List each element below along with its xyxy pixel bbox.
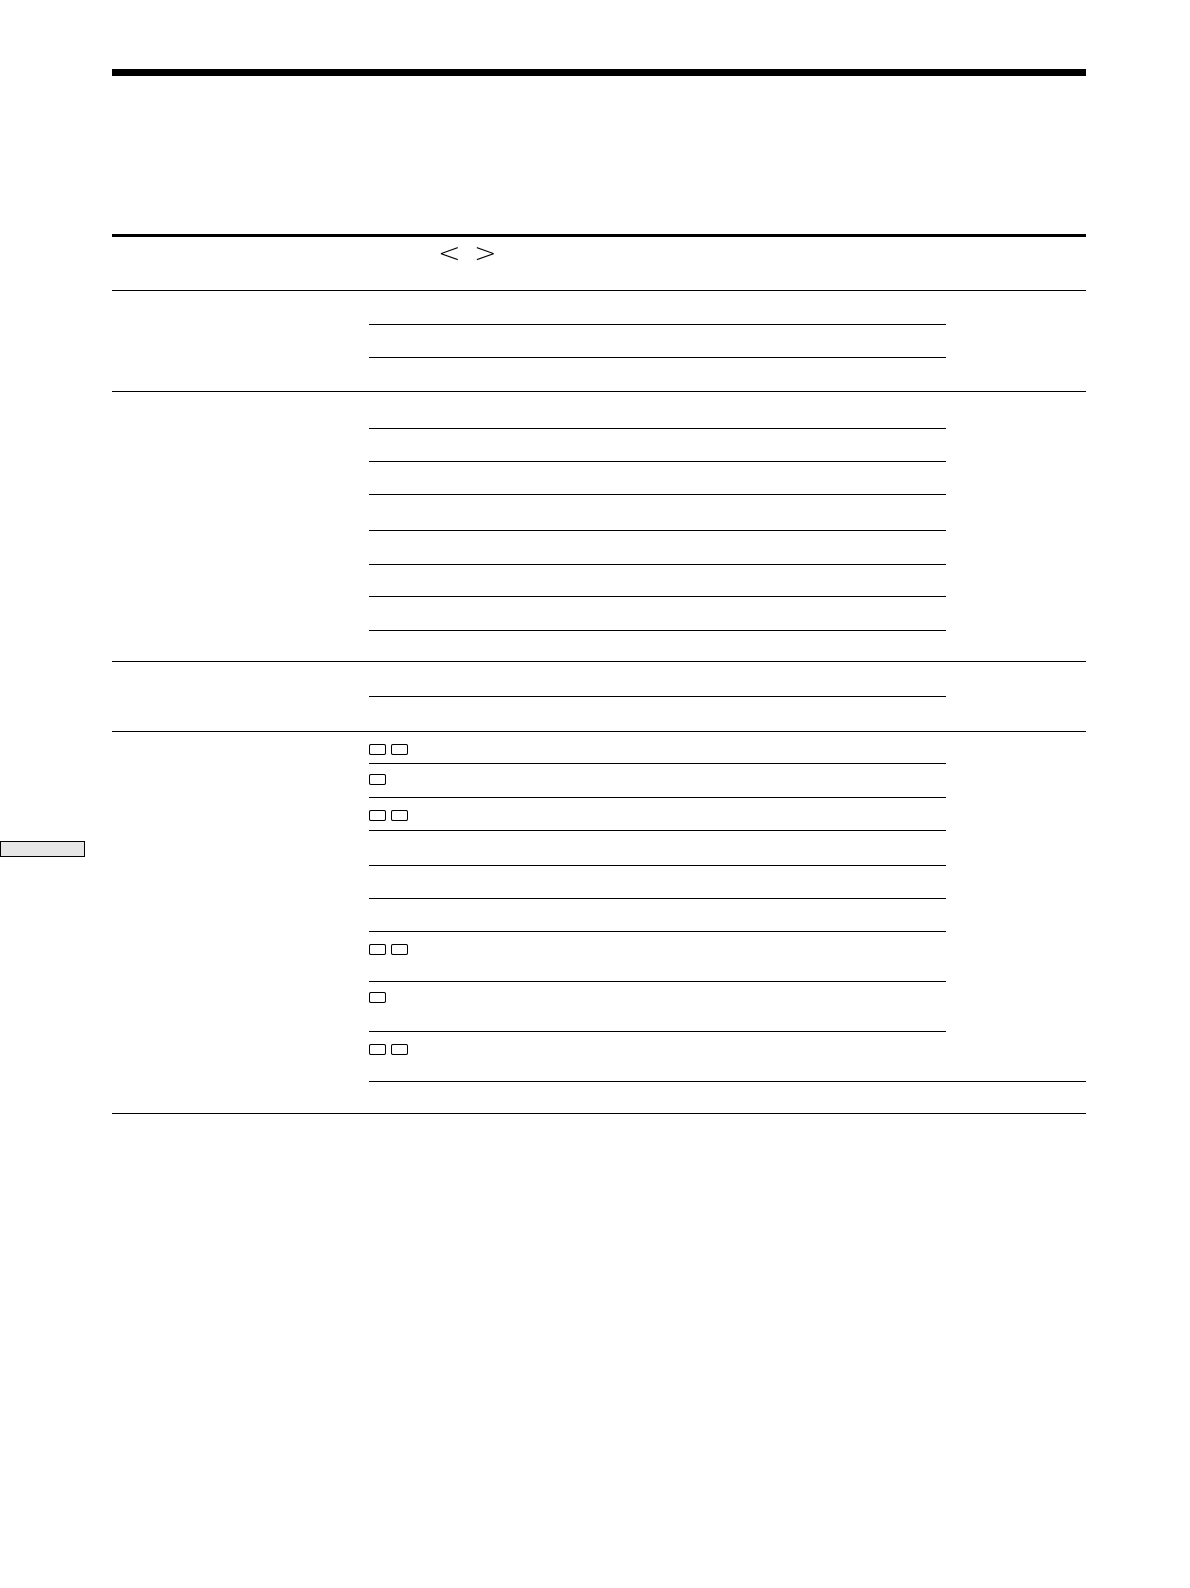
- key-icon: [391, 810, 408, 821]
- row-divider: [369, 865, 946, 866]
- section-side-tab: [0, 841, 85, 857]
- key-icon: [369, 744, 386, 755]
- key-icon-pair: [369, 944, 408, 955]
- title-rule: [112, 69, 1086, 76]
- key-icon: [391, 744, 408, 755]
- key-icon-pair: [369, 1044, 408, 1055]
- key-icon: [369, 810, 386, 821]
- row-divider: [369, 428, 946, 429]
- row-divider: [369, 461, 946, 462]
- row-divider: [369, 630, 946, 631]
- table-bottom-rule: [112, 1113, 1086, 1114]
- row-divider: [369, 596, 946, 597]
- chevron-right-icon: >: [474, 238, 497, 269]
- row-divider: [369, 530, 946, 531]
- key-icon: [369, 992, 386, 1003]
- row-divider: [369, 324, 946, 325]
- group-divider: [112, 290, 1086, 291]
- row-divider: [369, 357, 946, 358]
- row-divider: [369, 981, 946, 982]
- row-divider: [369, 1031, 946, 1032]
- row-divider: [369, 494, 946, 495]
- row-divider: [369, 898, 946, 899]
- row-divider: [369, 763, 946, 764]
- key-icon: [369, 1044, 386, 1055]
- row-divider: [369, 696, 946, 697]
- row-divider: [369, 564, 946, 565]
- group-divider: [112, 391, 1086, 392]
- group-divider: [112, 661, 1086, 662]
- table-top-rule: [112, 234, 1086, 237]
- row-divider: [369, 830, 946, 831]
- key-icon-single: [369, 992, 386, 1003]
- group-divider: [112, 731, 1086, 732]
- row-divider: [369, 797, 946, 798]
- key-icon-pair: [369, 810, 408, 821]
- key-icon: [369, 774, 386, 785]
- key-icon-pair: [369, 744, 408, 755]
- key-icon: [391, 1044, 408, 1055]
- key-icon: [391, 944, 408, 955]
- row-divider: [369, 1081, 1086, 1082]
- key-icon-single: [369, 774, 386, 785]
- key-icon: [369, 944, 386, 955]
- row-divider: [369, 931, 946, 932]
- chevron-left-icon: <: [438, 238, 461, 269]
